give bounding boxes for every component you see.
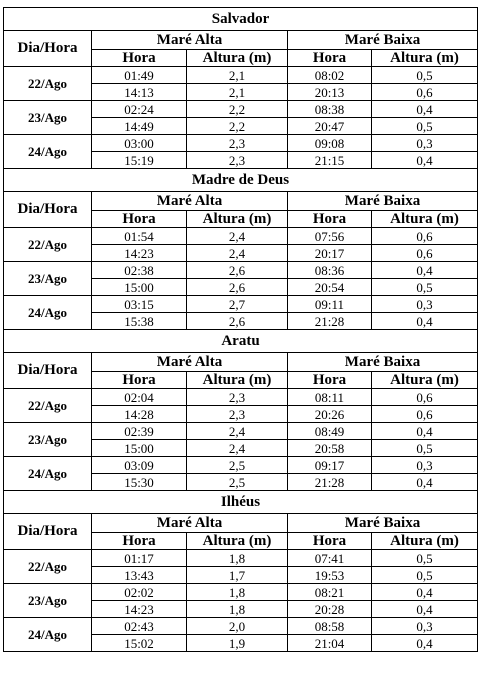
day-label: 24/Ago: [4, 135, 92, 169]
location-title-row: [4, 491, 478, 514]
high-tide-height: 2,0: [187, 618, 288, 635]
dia-hora-header: Dia/Hora: [4, 192, 92, 228]
low-tide-height: 0,4: [372, 152, 478, 169]
high-height-header: Altura (m): [187, 533, 288, 550]
high-tide-time: 01:54: [92, 228, 187, 245]
tide-table: [3, 7, 478, 652]
high-tide-time: 02:04: [92, 389, 187, 406]
high-tide-time: 03:00: [92, 135, 187, 152]
table-row: [4, 262, 478, 279]
low-tide-height: 0,4: [372, 423, 478, 440]
dia-hora-header: Dia/Hora: [4, 353, 92, 389]
high-tide-time: 15:02: [92, 635, 187, 652]
dia-hora-header: Dia/Hora: [4, 514, 92, 550]
high-tide-time: 14:13: [92, 84, 187, 101]
low-tide-height: 0,6: [372, 245, 478, 262]
low-tide-time: 20:26: [288, 406, 372, 423]
high-tide-height: 2,5: [187, 457, 288, 474]
high-tide-height: 2,2: [187, 118, 288, 135]
high-tide-height: 2,6: [187, 313, 288, 330]
high-tide-time: 02:24: [92, 101, 187, 118]
group-header-row: [4, 192, 478, 211]
low-tide-height: 0,5: [372, 567, 478, 584]
tide-table-body: [4, 8, 478, 652]
low-tide-height: 0,5: [372, 440, 478, 457]
mare-alta-header: Maré Alta: [92, 31, 288, 50]
group-header-row: [4, 31, 478, 50]
location-name: Aratu: [4, 330, 478, 353]
low-tide-time: 07:41: [288, 550, 372, 567]
location-name: Salvador: [4, 8, 478, 31]
low-height-header: Altura (m): [372, 50, 478, 67]
high-time-header: Hora: [92, 211, 187, 228]
dia-hora-header: Dia/Hora: [4, 31, 92, 67]
table-row: [4, 296, 478, 313]
low-tide-height: 0,6: [372, 84, 478, 101]
high-tide-time: 02:43: [92, 618, 187, 635]
low-tide-time: 08:21: [288, 584, 372, 601]
high-tide-time: 14:23: [92, 601, 187, 618]
high-tide-time: 15:19: [92, 152, 187, 169]
table-row: [4, 228, 478, 245]
low-tide-time: 21:28: [288, 313, 372, 330]
high-time-header: Hora: [92, 50, 187, 67]
high-tide-height: 1,9: [187, 635, 288, 652]
mare-alta-header: Maré Alta: [92, 353, 288, 372]
high-tide-time: 03:09: [92, 457, 187, 474]
group-header-row: [4, 353, 478, 372]
low-tide-time: 09:08: [288, 135, 372, 152]
high-tide-height: 2,7: [187, 296, 288, 313]
low-tide-height: 0,4: [372, 584, 478, 601]
table-row: [4, 423, 478, 440]
low-tide-height: 0,5: [372, 118, 478, 135]
low-tide-time: 09:11: [288, 296, 372, 313]
high-tide-time: 02:02: [92, 584, 187, 601]
low-tide-time: 08:49: [288, 423, 372, 440]
location-title-row: [4, 330, 478, 353]
mare-alta-header: Maré Alta: [92, 514, 288, 533]
day-label: 22/Ago: [4, 228, 92, 262]
high-tide-height: 2,4: [187, 423, 288, 440]
low-tide-height: 0,4: [372, 101, 478, 118]
low-tide-height: 0,6: [372, 389, 478, 406]
high-tide-time: 01:49: [92, 67, 187, 84]
low-time-header: Hora: [288, 372, 372, 389]
high-tide-height: 2,4: [187, 228, 288, 245]
low-tide-height: 0,3: [372, 135, 478, 152]
mare-baixa-header: Maré Baixa: [288, 192, 478, 211]
table-row: [4, 584, 478, 601]
day-label: 23/Ago: [4, 262, 92, 296]
high-height-header: Altura (m): [187, 50, 288, 67]
location-name: Madre de Deus: [4, 169, 478, 192]
low-tide-height: 0,4: [372, 601, 478, 618]
high-tide-height: 2,4: [187, 440, 288, 457]
high-height-header: Altura (m): [187, 211, 288, 228]
day-label: 24/Ago: [4, 296, 92, 330]
high-tide-time: 02:38: [92, 262, 187, 279]
low-tide-height: 0,4: [372, 313, 478, 330]
low-height-header: Altura (m): [372, 533, 478, 550]
table-row: [4, 389, 478, 406]
low-tide-time: 08:11: [288, 389, 372, 406]
low-tide-time: 08:58: [288, 618, 372, 635]
high-tide-height: 2,4: [187, 245, 288, 262]
low-tide-time: 20:58: [288, 440, 372, 457]
location-title-row: [4, 8, 478, 31]
location-title-row: [4, 169, 478, 192]
day-label: 24/Ago: [4, 457, 92, 491]
low-tide-time: 08:36: [288, 262, 372, 279]
high-tide-height: 2,1: [187, 67, 288, 84]
high-time-header: Hora: [92, 533, 187, 550]
low-height-header: Altura (m): [372, 211, 478, 228]
low-tide-time: 20:28: [288, 601, 372, 618]
table-row: [4, 457, 478, 474]
table-row: [4, 550, 478, 567]
low-tide-time: 20:54: [288, 279, 372, 296]
low-time-header: Hora: [288, 50, 372, 67]
low-tide-height: 0,3: [372, 296, 478, 313]
high-tide-time: 15:00: [92, 279, 187, 296]
day-label: 24/Ago: [4, 618, 92, 652]
table-row: [4, 67, 478, 84]
high-tide-height: 1,8: [187, 550, 288, 567]
low-tide-height: 0,4: [372, 474, 478, 491]
high-tide-height: 2,1: [187, 84, 288, 101]
day-label: 22/Ago: [4, 389, 92, 423]
low-tide-height: 0,4: [372, 635, 478, 652]
high-tide-time: 02:39: [92, 423, 187, 440]
table-row: [4, 101, 478, 118]
high-tide-height: 2,3: [187, 389, 288, 406]
low-tide-time: 20:47: [288, 118, 372, 135]
low-tide-height: 0,4: [372, 262, 478, 279]
low-tide-time: 20:17: [288, 245, 372, 262]
high-tide-height: 2,6: [187, 279, 288, 296]
low-tide-time: 19:53: [288, 567, 372, 584]
day-label: 23/Ago: [4, 423, 92, 457]
high-tide-time: 14:28: [92, 406, 187, 423]
high-tide-time: 13:43: [92, 567, 187, 584]
low-tide-height: 0,3: [372, 618, 478, 635]
low-tide-height: 0,3: [372, 457, 478, 474]
high-tide-height: 1,8: [187, 584, 288, 601]
low-tide-height: 0,5: [372, 550, 478, 567]
low-tide-height: 0,5: [372, 67, 478, 84]
high-tide-height: 1,8: [187, 601, 288, 618]
mare-baixa-header: Maré Baixa: [288, 31, 478, 50]
high-tide-height: 2,2: [187, 101, 288, 118]
low-tide-time: 08:38: [288, 101, 372, 118]
high-tide-time: 15:38: [92, 313, 187, 330]
low-time-header: Hora: [288, 533, 372, 550]
high-tide-height: 1,7: [187, 567, 288, 584]
low-tide-time: 21:15: [288, 152, 372, 169]
high-tide-height: 2,3: [187, 135, 288, 152]
mare-baixa-header: Maré Baixa: [288, 353, 478, 372]
high-time-header: Hora: [92, 372, 187, 389]
low-time-header: Hora: [288, 211, 372, 228]
high-tide-time: 14:49: [92, 118, 187, 135]
table-row: [4, 135, 478, 152]
high-tide-time: 14:23: [92, 245, 187, 262]
day-label: 22/Ago: [4, 67, 92, 101]
day-label: 23/Ago: [4, 101, 92, 135]
low-tide-height: 0,5: [372, 279, 478, 296]
high-height-header: Altura (m): [187, 372, 288, 389]
group-header-row: [4, 514, 478, 533]
high-tide-time: 15:30: [92, 474, 187, 491]
low-tide-time: 21:28: [288, 474, 372, 491]
low-height-header: Altura (m): [372, 372, 478, 389]
low-tide-time: 07:56: [288, 228, 372, 245]
high-tide-height: 2,3: [187, 152, 288, 169]
day-label: 23/Ago: [4, 584, 92, 618]
tide-table-container: [3, 7, 477, 652]
low-tide-time: 21:04: [288, 635, 372, 652]
location-name: Ilhéus: [4, 491, 478, 514]
high-tide-height: 2,6: [187, 262, 288, 279]
mare-alta-header: Maré Alta: [92, 192, 288, 211]
low-tide-time: 08:02: [288, 67, 372, 84]
low-tide-height: 0,6: [372, 406, 478, 423]
low-tide-time: 09:17: [288, 457, 372, 474]
high-tide-time: 03:15: [92, 296, 187, 313]
high-tide-height: 2,5: [187, 474, 288, 491]
high-tide-height: 2,3: [187, 406, 288, 423]
high-tide-time: 01:17: [92, 550, 187, 567]
table-row: [4, 618, 478, 635]
high-tide-time: 15:00: [92, 440, 187, 457]
low-tide-height: 0,6: [372, 228, 478, 245]
day-label: 22/Ago: [4, 550, 92, 584]
mare-baixa-header: Maré Baixa: [288, 514, 478, 533]
low-tide-time: 20:13: [288, 84, 372, 101]
